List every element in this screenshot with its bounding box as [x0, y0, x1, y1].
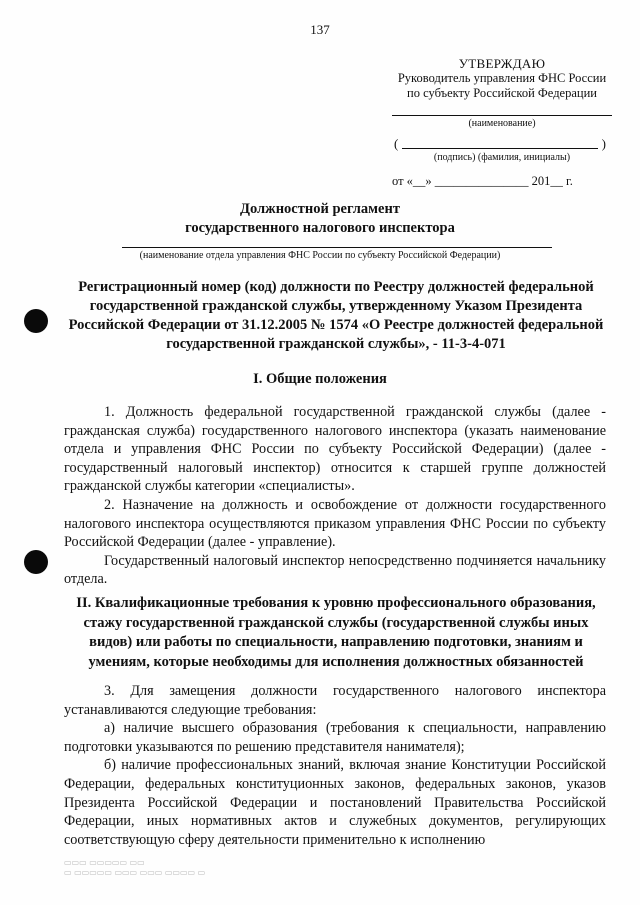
section-2-body — [64, 682, 606, 849]
registration-number-paragraph: Регистрационный номер (код) должности по Реестру должностей федеральной государственной гражданской службы, утвержденному Указом Президента Российской Федерации от 31.12.2005 № 1574 «О Реестре должностей федеральной государственной гражданской службы», - 11-3-4-071 — [68, 279, 604, 352]
paragraph-1: 1. Должность федеральной государственной гражданской службы (далее - гражданская служба) государственного налогового инспектора (указать наименование отдела и управления ФНС России по субъекту Российской Федерации) (далее - государственный налоговый инспектор) относится к старшей группе должностей гражданской службы категории «специалисты». — [64, 404, 606, 495]
paragraph-3a: а) наличие высшего образования (требования к специальности, направлению подготовки указываются по решению представителя нанимателя); — [64, 720, 606, 755]
signature-underline — [402, 148, 598, 149]
paragraph-3b: б) наличие профессиональных знаний, включая знание Конституции Российской Федерации, федеральных конституционных законов, федеральных законов, указов Президента Российской Федерации и постановлений Правительства Российской Федерации, иных нормативных актов и служебных документов, регулирующих соответствующую сферу деятельности применительно к исполнению — [64, 757, 606, 848]
signature-paren-right: ) — [601, 136, 606, 151]
approval-signature-caption: (подпись) (фамилия, инициалы) — [433, 152, 571, 163]
document-title-line2: государственного налогового инспектора — [185, 220, 455, 236]
paragraph-subordination: Государственный налоговый инспектор непосредственно подчиняется начальнику отдела. — [64, 552, 606, 588]
section-1-title: I. Общие положения — [253, 371, 387, 387]
paragraph-3: 3. Для замещения должности государственного налогового инспектора устанавливаются следующие требования: — [64, 683, 606, 718]
approval-position-line2: по субъекту Российской Федерации — [407, 86, 597, 100]
signature-paren-left: ( — [394, 136, 399, 151]
approval-signature-line — [392, 136, 612, 150]
paragraph-2: 2. Назначение на должность и освобождение от должности государственного налогового инспектора осуществляются приказом управления ФНС России по субъекту Российской Федерации (далее - управление). — [64, 496, 606, 551]
approval-block — [392, 56, 612, 189]
faint-footer-stamp: ▭▭▭ ▭▭▭▭▭ ▭▭ ▭ ▭▭▭▭▭ ▭▭▭ ▭▭▭ ▭▭▭▭ ▭ — [64, 858, 206, 877]
department-caption: (наименование отдела управления ФНС России по субъекту Российской Федерации) — [139, 250, 501, 261]
department-underline — [122, 247, 552, 248]
document-title-line1: Должностной регламент — [240, 201, 400, 217]
approval-title: УТВЕРЖДАЮ — [458, 56, 546, 71]
section-1-body — [64, 403, 606, 589]
approval-name-caption: (наименование) — [392, 115, 612, 130]
section-2-title: II. Квалификационные требования к уровню профессионального образования, стажу государственной гражданской службы (государственной службы иных видов) или работы по специальности, направлению подготовки, знаниям и умениям, которые необходимы для исполнения должностных обязанностей — [76, 595, 596, 670]
punch-hole-bottom — [24, 550, 48, 574]
document-title — [0, 200, 640, 238]
punch-hole-top — [24, 309, 48, 333]
approval-date-row: от «__» _______________ 201__ г. — [392, 174, 573, 188]
page-number: 137 — [310, 22, 330, 37]
approval-position-line1: Руководитель управления ФНС России — [397, 71, 607, 85]
